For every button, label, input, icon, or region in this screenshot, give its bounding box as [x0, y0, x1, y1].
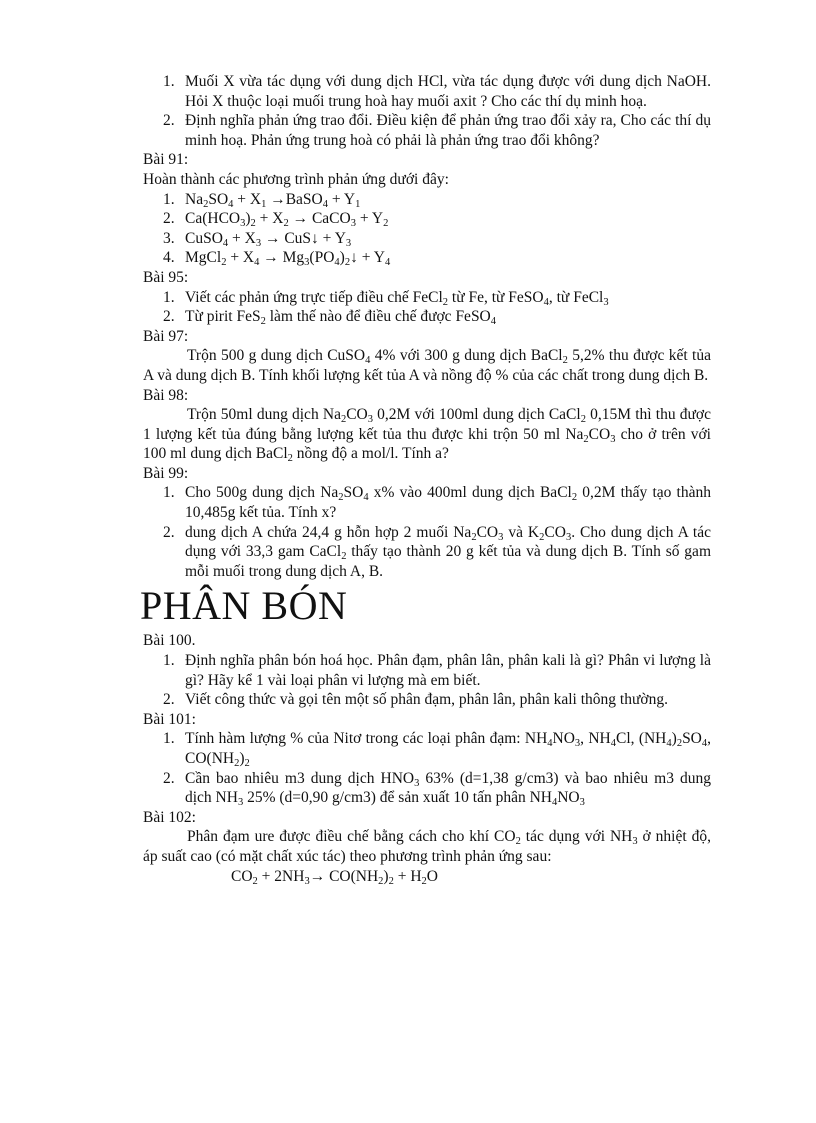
exercise-98-text: Trộn 50ml dung dịch $Na_2CO_3$ 0,2M với 100ml dung dịch CaCl$_2$ 0,15M thì thu được 1 lượng kết tủa đúng bằng lượng kết tủa thu được khi trộn 50 ml $Na_2CO_3$ cho ở trên với 100 ml dung dịch BaCl$_2$ nồng độ a mol/l. Tính a? — [143, 406, 711, 465]
item-number: 1. — [163, 484, 175, 502]
reaction-equation: $CO_2 + 2NH_3\to CO(NH_2)_2 + H_2O$ — [231, 867, 438, 887]
item-text: Cần bao nhiêu m3 dung dịch $HNO_3$ 63% (d=1,38 g/cm3) và bao nhiêu m3 dung dịch $NH_3$ 25% (d=0,90 g/cm3) để sản xuất 10 tấn phân $NH_4NO_3$ — [185, 769, 711, 809]
exercise-90-list — [143, 72, 711, 150]
item-text: Định nghĩa phân bón hoá học. Phân đạm, phân lân, phân kali là gì? Phân vi lượng là gì? Hãy kể 1 vài loại phân vi lượng mà em biết. — [185, 652, 711, 689]
list-item — [143, 111, 711, 150]
item-number: 2. — [163, 210, 175, 228]
item-text: Tính hàm lượng % của Nitơ trong các loại phân đạm: $NH_4NO_3$, $NH_4Cl$, $(NH_4)_2SO_4$, $CO(NH_2)_2$ — [185, 730, 712, 769]
item-number: 4. — [163, 249, 175, 267]
item-text: dung dịch A chứa 24,4 g hỗn hợp 2 muối $Na_2CO_3$ và $K_2CO_3$. Cho dung dịch A tác dụng với 33,3 gam CaCl$_2$ thấy tạo thành 20 g kết tủa và dung dịch B. Tính số gam mỗi muối trong dung dịch A, B. — [185, 523, 711, 580]
item-text: $Na_2SO_4 + X_1$ →BaSO$_4$ + $Y_1$ — [185, 190, 361, 210]
item-number: 1. — [163, 190, 175, 208]
list-item — [143, 651, 711, 690]
item-number: 3. — [163, 229, 175, 247]
list-item — [143, 483, 711, 522]
exercise-102-text: Phân đạm ure được điều chế bằng cách cho khí $CO_2$ tác dụng với $NH_3$ ở nhiệt độ, áp suất cao (có mặt chất xúc tác) theo phương trình phản ứng sau: — [143, 828, 711, 865]
list-item — [143, 72, 711, 111]
list-item — [143, 307, 711, 327]
item-text: CuSO$_4$ + $X_3$ → CuS↓ + $Y_3$ — [185, 229, 352, 249]
item-number: 2. — [163, 308, 175, 326]
exercise-99-title: Bài 99: — [143, 464, 189, 482]
exercise-101-title: Bài 101: — [143, 710, 196, 728]
exercise-100-list — [143, 651, 711, 710]
exercise-98-title: Bài 98: — [143, 386, 189, 404]
item-text: Muối X vừa tác dụng với dung dịch HCl, vừa tác dụng được với dung dịch NaOH. Hỏi X thuộc loại muối trung hoà hay muối axit ? Cho các thí dụ minh hoạ. — [185, 73, 711, 110]
item-number: 1. — [163, 652, 175, 670]
item-text: Viết công thức và gọi tên một số phân đạm, phân lân, phân kali thông thường. — [185, 691, 668, 709]
list-item — [143, 288, 711, 308]
exercise-102-title: Bài 102: — [143, 808, 196, 826]
item-text: Viết các phản ứng trực tiếp điều chế FeCl$_2$ từ Fe, từ FeSO$_4$, từ FeCl$_3$ — [185, 288, 609, 308]
exercise-99-list — [143, 483, 711, 581]
item-number: 1. — [163, 288, 175, 306]
item-text: MgCl$_2$ + $X_4$ → $Mg_3(PO_4)_2↓ + Y_4$ — [185, 249, 391, 269]
item-text: Định nghĩa phản ứng trao đổi. Điều kiện để phản ứng trao đổi xảy ra, Cho các thí dụ minh hoạ. Phản ứng trung hoà có phải là phản ứng trao đổi không? — [185, 112, 711, 149]
item-text: Cho 500g dung dịch $Na_2SO_4$ x% vào 400ml dung dịch BaCl$_2$ 0,2M thấy tạo thành 10,485g kết tủa. Tính x? — [185, 484, 711, 522]
exercise-97-text: Trộn 500 g dung dịch CuSO$_4$ 4% với 300 g dung dịch BaCl$_2$ 5,2% thu được kết tủa A và dung dịch B. Tính khối lượng kết tủa A và nồng độ % của các chất trong dung dịch B. — [143, 347, 711, 384]
item-number: 2. — [163, 112, 175, 130]
item-number: 2. — [163, 769, 175, 787]
list-item — [143, 523, 711, 582]
item-text: Từ pirit FeS$_2$ làm thế nào để điều chế được FeSO$_4$ — [185, 308, 497, 328]
list-item — [143, 209, 711, 229]
item-number: 1. — [163, 73, 175, 90]
list-item — [143, 729, 711, 768]
exercise-95-list — [143, 288, 711, 327]
exercise-95-title: Bài 95: — [143, 268, 189, 286]
exercise-100-title: Bài 100. — [143, 632, 196, 650]
list-item — [143, 248, 711, 268]
item-number: 1. — [163, 730, 175, 748]
exercise-97-title: Bài 97: — [143, 327, 189, 345]
item-text: $Ca(HCO_3)_2 + X_2$ → CaCO$_3$ + $Y_2$ — [185, 210, 389, 230]
list-item — [143, 769, 711, 808]
item-number: 2. — [163, 523, 175, 541]
exercise-91-list — [143, 190, 711, 268]
list-item — [143, 229, 711, 249]
section-heading: PHÂN BÓN — [140, 583, 348, 629]
exercise-101-list — [143, 729, 711, 807]
item-number: 2. — [163, 691, 175, 709]
document-page — [140, 72, 712, 887]
exercise-91-intro: Hoàn thành các phương trình phản ứng dưới đây: — [143, 170, 449, 188]
list-item — [143, 190, 711, 210]
exercise-91-title: Bài 91: — [143, 151, 189, 169]
list-item — [143, 690, 711, 710]
